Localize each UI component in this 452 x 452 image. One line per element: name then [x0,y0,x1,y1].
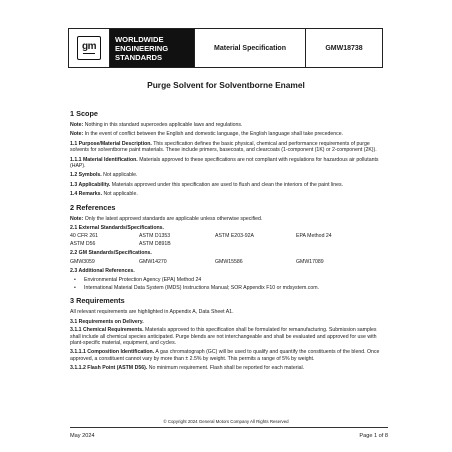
paragraph: 1.1.1 Material Identification. Materials approved to these specifications are not compliant with regulations for hazardous air pollutants (HAP). [70,156,379,170]
section-heading: 1 Scope [70,109,98,118]
paragraph: 1.2 Symbols. Not applicable. [70,172,138,179]
org-line-3: STANDARDS [115,52,163,62]
bullet-icon: • [74,284,76,291]
footer-date: May 2024 [70,433,95,439]
copyright-notice: © Copyright 2024 General Motors Company All Rights Reserved [163,419,289,424]
list-item: ASTM D1353 [139,233,171,240]
paragraph: 3.1.1.1 Composition Identification. A gas chromatograph (GC) will be used to qualify and quantify the constituents of the blend. Once approved, a constituent cannot vary by more than ± 2.5% by weight. This permits a range of 5% by weight. [70,349,380,362]
paragraph: Note: In the event of conflict between the English and domestic language, the English language shall take precedence. [70,131,344,138]
footer-divider [70,427,388,428]
paragraph: 1.1 Purpose/Material Description. This specification defines the basic physical, chemical and performance requirements of purge solvents for solventborne paint materials. These include primers, basecoats, and clearcoats (1-component (1K) or 2-component (2K)). [70,140,377,154]
doc-number: GMW18738 [305,29,382,67]
bullet-item: • International Material Data System (IMDS) Instructions Manual; SOR Appendix F10 or mdsystem.com. [74,284,319,291]
paragraph: 1.3 Applicability. Materials approved under this specification are used to flush and clean the interiors of the paint lines. [70,181,344,188]
list-item: ASTM D56 [70,240,96,247]
subheading: 3.1 Requirements on Delivery. [70,318,144,325]
logo-cell [69,29,110,67]
header-box [68,28,383,68]
paragraph: 3.1.1 Chemical Requirements. Materials approved to this specification shall be formulated for remanufacturing. Submission samples shall include all chemical species anticipated. Purge blends are not interchangeable and shall be evaluated and approved for use with plant-specific material, equipment, and cycles. [70,327,377,346]
paragraph: Note: Nothing in this standard supercedes applicable laws and regulations. [70,122,243,128]
paragraph: All relevant requirements are highlighted in Appendix A, Data Sheet A1. [70,309,234,316]
section-requirements [70,297,388,371]
section-scope [70,110,388,198]
list-item: EPA Method 24 [296,233,332,240]
subheading: 2.3 Additional References. [70,268,135,275]
list-item: ASTM D891B [139,240,171,247]
list-item: 40 CFR 261 [70,233,98,240]
subheading: 2.1 External Standards/Specifications. [70,225,164,232]
section-heading: 3 Requirements [70,296,125,306]
subheading: 2.2 GM Standards/Specifications. [70,250,152,257]
section-heading: 2 References [70,202,116,212]
document-body [70,110,388,378]
list-item: GMW14270 [139,258,167,265]
list-item: GMW15586 [215,258,243,265]
gm-logo [77,36,101,60]
list-item: GMW3059 [70,258,95,265]
bullet-icon: • [74,276,76,283]
paragraph: Note: Only the latest approved standards are applicable unless otherwise specified. [70,215,263,222]
document-title: Purge Solvent for Solventborne Enamel [147,80,305,90]
page-number: Page 1 of 8 [359,433,388,439]
bullet-item: • Environmental Protection Agency (EPA) Method 24 [74,276,202,283]
logo-text: gm [82,40,96,52]
list-item: ASTM E203-92A [215,233,254,240]
org-name [110,29,194,67]
section-references [70,204,388,292]
list-item: GMW17089 [296,258,324,265]
gm-standards-list [70,259,388,265]
doc-type: Material Specification [194,29,305,67]
org-line-1: WORLDWIDE [115,34,164,44]
org-line-2: ENGINEERING [115,43,169,53]
paragraph: 1.4 Remarks. Not applicable. [70,191,138,198]
paragraph: 3.1.1.2 Flash Point (ASTM D56). No minimum requirement. Flash shall be reported for each material. [70,365,305,372]
external-standards-list [70,233,388,247]
